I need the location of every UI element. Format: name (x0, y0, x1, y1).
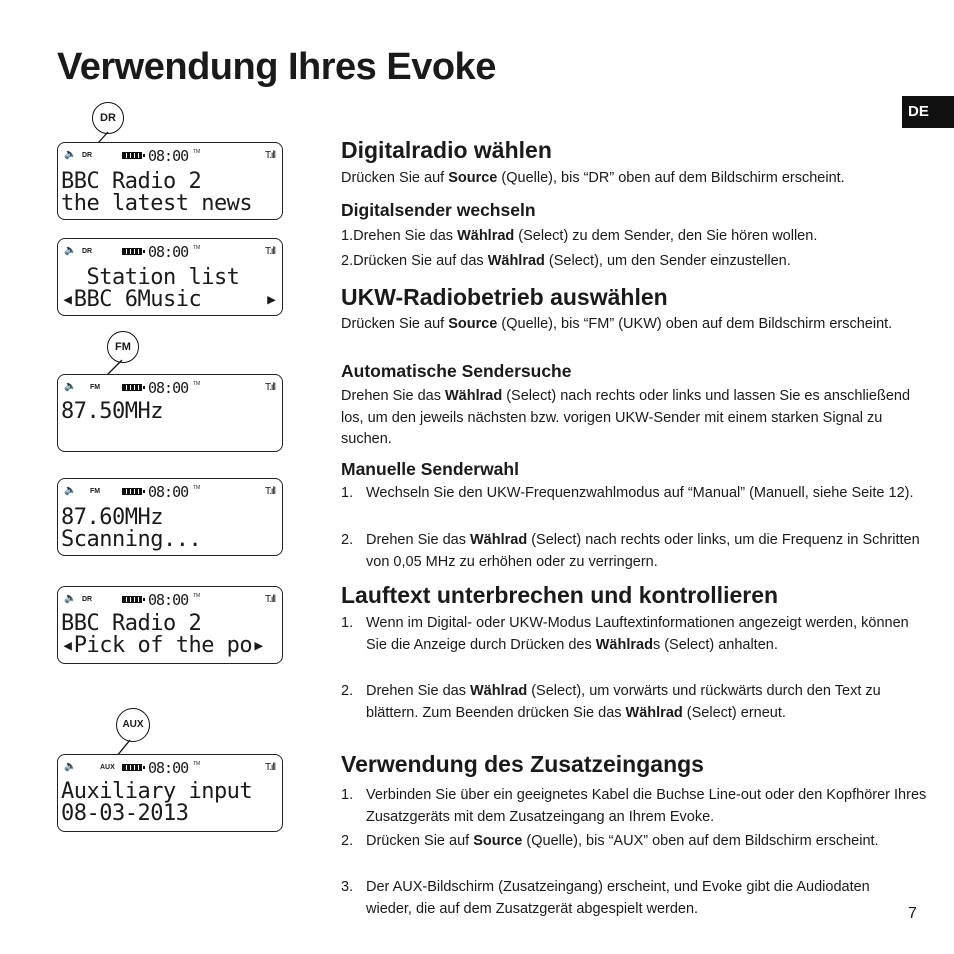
signal-icon: T.ıll (265, 246, 275, 257)
battery-icon (122, 764, 142, 771)
lcd-status-bar (58, 590, 282, 608)
battery-icon (122, 248, 142, 255)
lcd-line-1: Station list (61, 265, 240, 290)
speaker-icon: 🔈 (64, 245, 77, 256)
lcd-line-1: 87.60MHz (61, 505, 163, 530)
lcd-status-bar (58, 482, 282, 500)
page-number: 7 (908, 905, 917, 922)
dr-badge: DR (92, 102, 124, 134)
battery-icon (122, 488, 142, 495)
mode-label: DR (82, 248, 93, 255)
signal-icon: T.ıll (265, 486, 275, 497)
lcd-line-1: BBC Radio 2 (61, 611, 202, 636)
dab-step-2: 2.Drücken Sie auf das Wählrad (Select), um den Sender einzustellen. (341, 253, 791, 269)
page-title: Verwendung Ihres Evoke (57, 46, 496, 88)
mode-label: DR (82, 596, 93, 603)
battery-icon (122, 152, 142, 159)
clock: 08:00 (148, 759, 189, 777)
lcd-line-2: the latest news (61, 191, 253, 216)
tm-mark: TM (193, 593, 201, 599)
heading-fm: UKW-Radiobetrieb auswählen (341, 284, 668, 310)
tm-mark: TM (193, 149, 201, 155)
heading-manual-tuning: Manuelle Senderwahl (341, 459, 519, 479)
signal-icon: T.ıll (265, 382, 275, 393)
mode-label: FM (90, 488, 101, 495)
lcd-status-bar (58, 146, 282, 164)
speaker-icon: 🔈 (64, 485, 77, 496)
tm-mark: TM (193, 245, 201, 251)
mode-label: AUX (100, 764, 115, 771)
paragraph-auto-search: Drehen Sie das Wählrad (Select) nach rechts oder links und lassen Sie es anschließend los, um den jeweils nächsten bzw. vorigen UKW-Sender mit einem starken Signal zu suchen. (341, 388, 911, 447)
tm-mark: TM (193, 761, 201, 767)
dab-step-1: 1.Drehen Sie das Wählrad (Select) zu dem Sender, den Sie hören wollen. (341, 228, 818, 244)
heading-change-station: Digitalsender wechseln (341, 200, 536, 220)
speaker-icon: 🔈 (64, 593, 77, 604)
lcd-display-scroll (57, 586, 283, 664)
tm-mark: TM (193, 381, 201, 387)
mode-label: DR (82, 152, 93, 159)
clock: 08:00 (148, 379, 189, 397)
tm-mark: TM (193, 485, 201, 491)
heading-auto-search: Automatische Sendersuche (341, 361, 572, 381)
fm-badge: FM (107, 331, 139, 363)
clock: 08:00 (148, 483, 189, 501)
clock: 08:00 (148, 147, 189, 165)
speaker-icon: 🔈 (64, 149, 77, 160)
clock: 08:00 (148, 591, 189, 609)
clock: 08:00 (148, 243, 189, 261)
speaker-icon: 🔈 (64, 761, 77, 772)
lcd-status-bar (58, 378, 282, 396)
heading-scroll-text: Lauftext unterbrechen und kontrollieren (341, 582, 779, 608)
aux-badge: AUX (116, 708, 150, 742)
lcd-line-2: ◂Pick of the po▸ (61, 633, 265, 658)
lcd-display-aux (57, 754, 283, 832)
lcd-status-bar (58, 758, 282, 776)
speaker-icon: 🔈 (64, 381, 77, 392)
lcd-line-2: Scanning... (61, 527, 202, 552)
lcd-line-2: ◂BBC 6Music ▸ (61, 287, 278, 312)
mode-label: FM (90, 384, 101, 391)
lcd-line-1: Auxiliary input (61, 779, 253, 804)
lcd-display-dr (57, 142, 283, 220)
battery-icon (122, 384, 142, 391)
lcd-display-station-list (57, 238, 283, 316)
paragraph-fm-source: Drücken Sie auf Source (Quelle), bis “FM” (UKW) oben auf dem Bildschirm erscheint. (341, 316, 893, 332)
lcd-line-1: BBC Radio 2 (61, 169, 202, 194)
paragraph-dab-source: Drücken Sie auf Source (Quelle), bis “DR” oben auf dem Bildschirm erscheint. (341, 170, 845, 186)
signal-icon: T.ıll (265, 150, 275, 161)
signal-icon: T.ıll (265, 594, 275, 605)
lcd-line-1: 87.50MHz (61, 399, 163, 424)
heading-aux: Verwendung des Zusatzeingangs (341, 751, 704, 777)
heading-digital-radio: Digitalradio wählen (341, 137, 552, 163)
lcd-display-fm (57, 374, 283, 452)
signal-icon: T.ıll (265, 762, 275, 773)
lcd-line-2: 08-03-2013 (61, 801, 189, 826)
lcd-display-fm-scan (57, 478, 283, 556)
lcd-status-bar (58, 242, 282, 260)
battery-icon (122, 596, 142, 603)
language-tab: DE (902, 96, 954, 128)
